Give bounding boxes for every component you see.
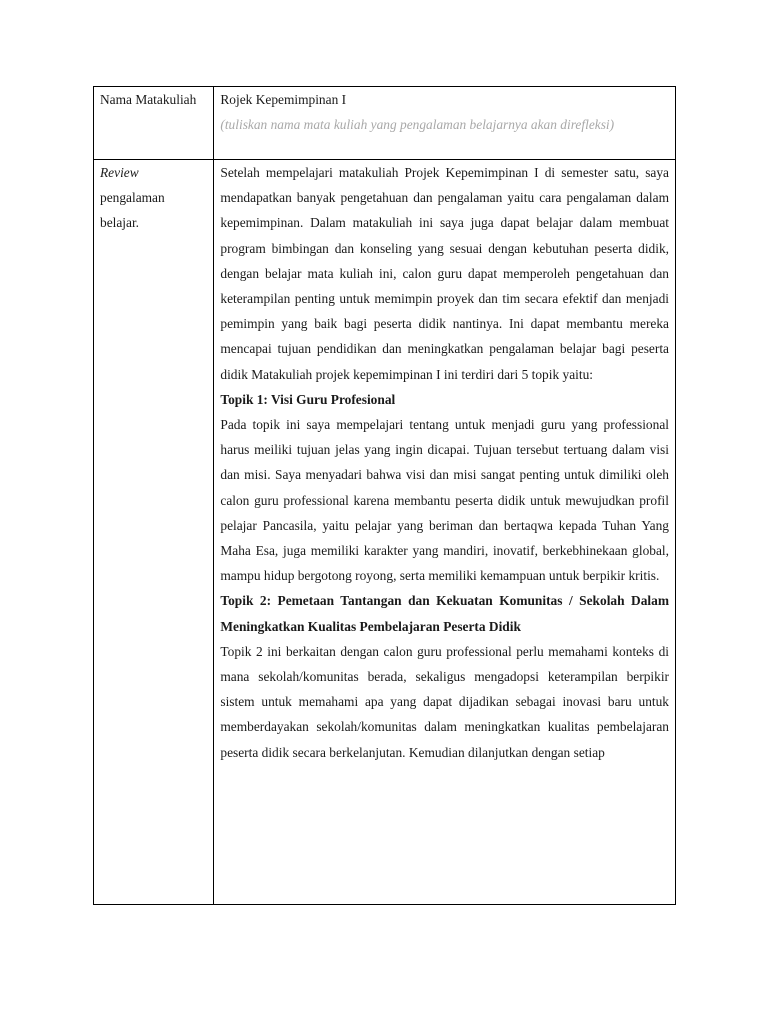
topic1-paragraph: Pada topik ini saya mempelajari tentang untuk menjadi guru yang professional harus meiliki tujuan jelas yang ingin dicapai. Tujuan tersebut tertuang dalam visi dan misi. Saya menyadari bahwa visi dan misi sangat penting untuk dimiliki oleh calon guru professional karena membantu peserta didik untuk mewujudkan profil pelajar Pancasila, yaitu pelajar yang beriman dan bertaqwa kepada Tuhan Yang Maha Esa, juga memiliki karakter yang mandiri, inovatif, berkebhinekaan global, mampu hidup bergotong royong, serta memiliki kemampuan untuk berpikir kritis.	[220, 417, 669, 584]
reflection-table	[93, 86, 676, 905]
review-label-line3: belajar.	[100, 215, 140, 231]
course-name-label-cell	[94, 87, 214, 160]
review-label-italic: Review	[100, 165, 139, 180]
topic2-heading: Topik 2: Pemetaan Tantangan dan Kekuatan Komunitas / Sekolah Dalam Meningkatkan Kualitas Pembelajaran Peserta Didik	[220, 593, 669, 634]
review-content-cell	[214, 160, 676, 905]
topic2-paragraph: Topik 2 ini berkaitan dengan calon guru professional perlu memahami konteks di mana sekolah/komunitas berada, sekaligus mengadopsi keterampilan berpikir sistem untuk memahami apa yang dapat dijadikan sebagai inovasi baru untuk memberdayakan sekolah/komunitas dalam meningkatkan kualitas pembelajaran peserta didik secara berkelanjutan. Kemudian dilanjutkan dengan setiap	[220, 643, 669, 760]
intro-paragraph: Setelah mempelajari matakuliah Projek Kepemimpinan I di semester satu, saya mendapatkan banyak pengetahuan dan pengalaman yaitu cara pengalaman dalam kepemimpinan. Dalam matakuliah ini saya juga dapat belajar dalam membuat program bimbingan dan konseling yang sesuai dengan kebutuhan peserta didik, dengan belajar mata kuliah ini, calon guru dapat memperoleh pengetahuan dan keterampilan penting untuk memimpin proyek dan tim secara efektif dan menjadi pemimpin yang baik bagi peserta didik nantinya. Ini dapat membantu mereka mencapai tujuan pendidikan dan meningkatkan pengalaman belajar bagi peserta didik Matakuliah projek kepemimpinan I ini terdiri dari 5 topik yaitu:	[220, 165, 669, 382]
course-name-value: Rojek Kepemimpinan I	[220, 92, 347, 107]
review-content	[220, 160, 669, 904]
course-name-label: Nama Matakuliah	[100, 92, 197, 107]
course-name-value-cell	[214, 87, 676, 160]
course-name-row	[94, 87, 676, 160]
review-label-line2: pengalaman	[100, 190, 165, 206]
course-name-hint: (tuliskan nama mata kuliah yang pengalaman belajarnya akan direfleksi)	[220, 117, 615, 133]
topic1-heading: Topik 1: Visi Guru Profesional	[220, 391, 396, 407]
review-row	[94, 160, 676, 905]
review-label-cell	[94, 160, 214, 905]
